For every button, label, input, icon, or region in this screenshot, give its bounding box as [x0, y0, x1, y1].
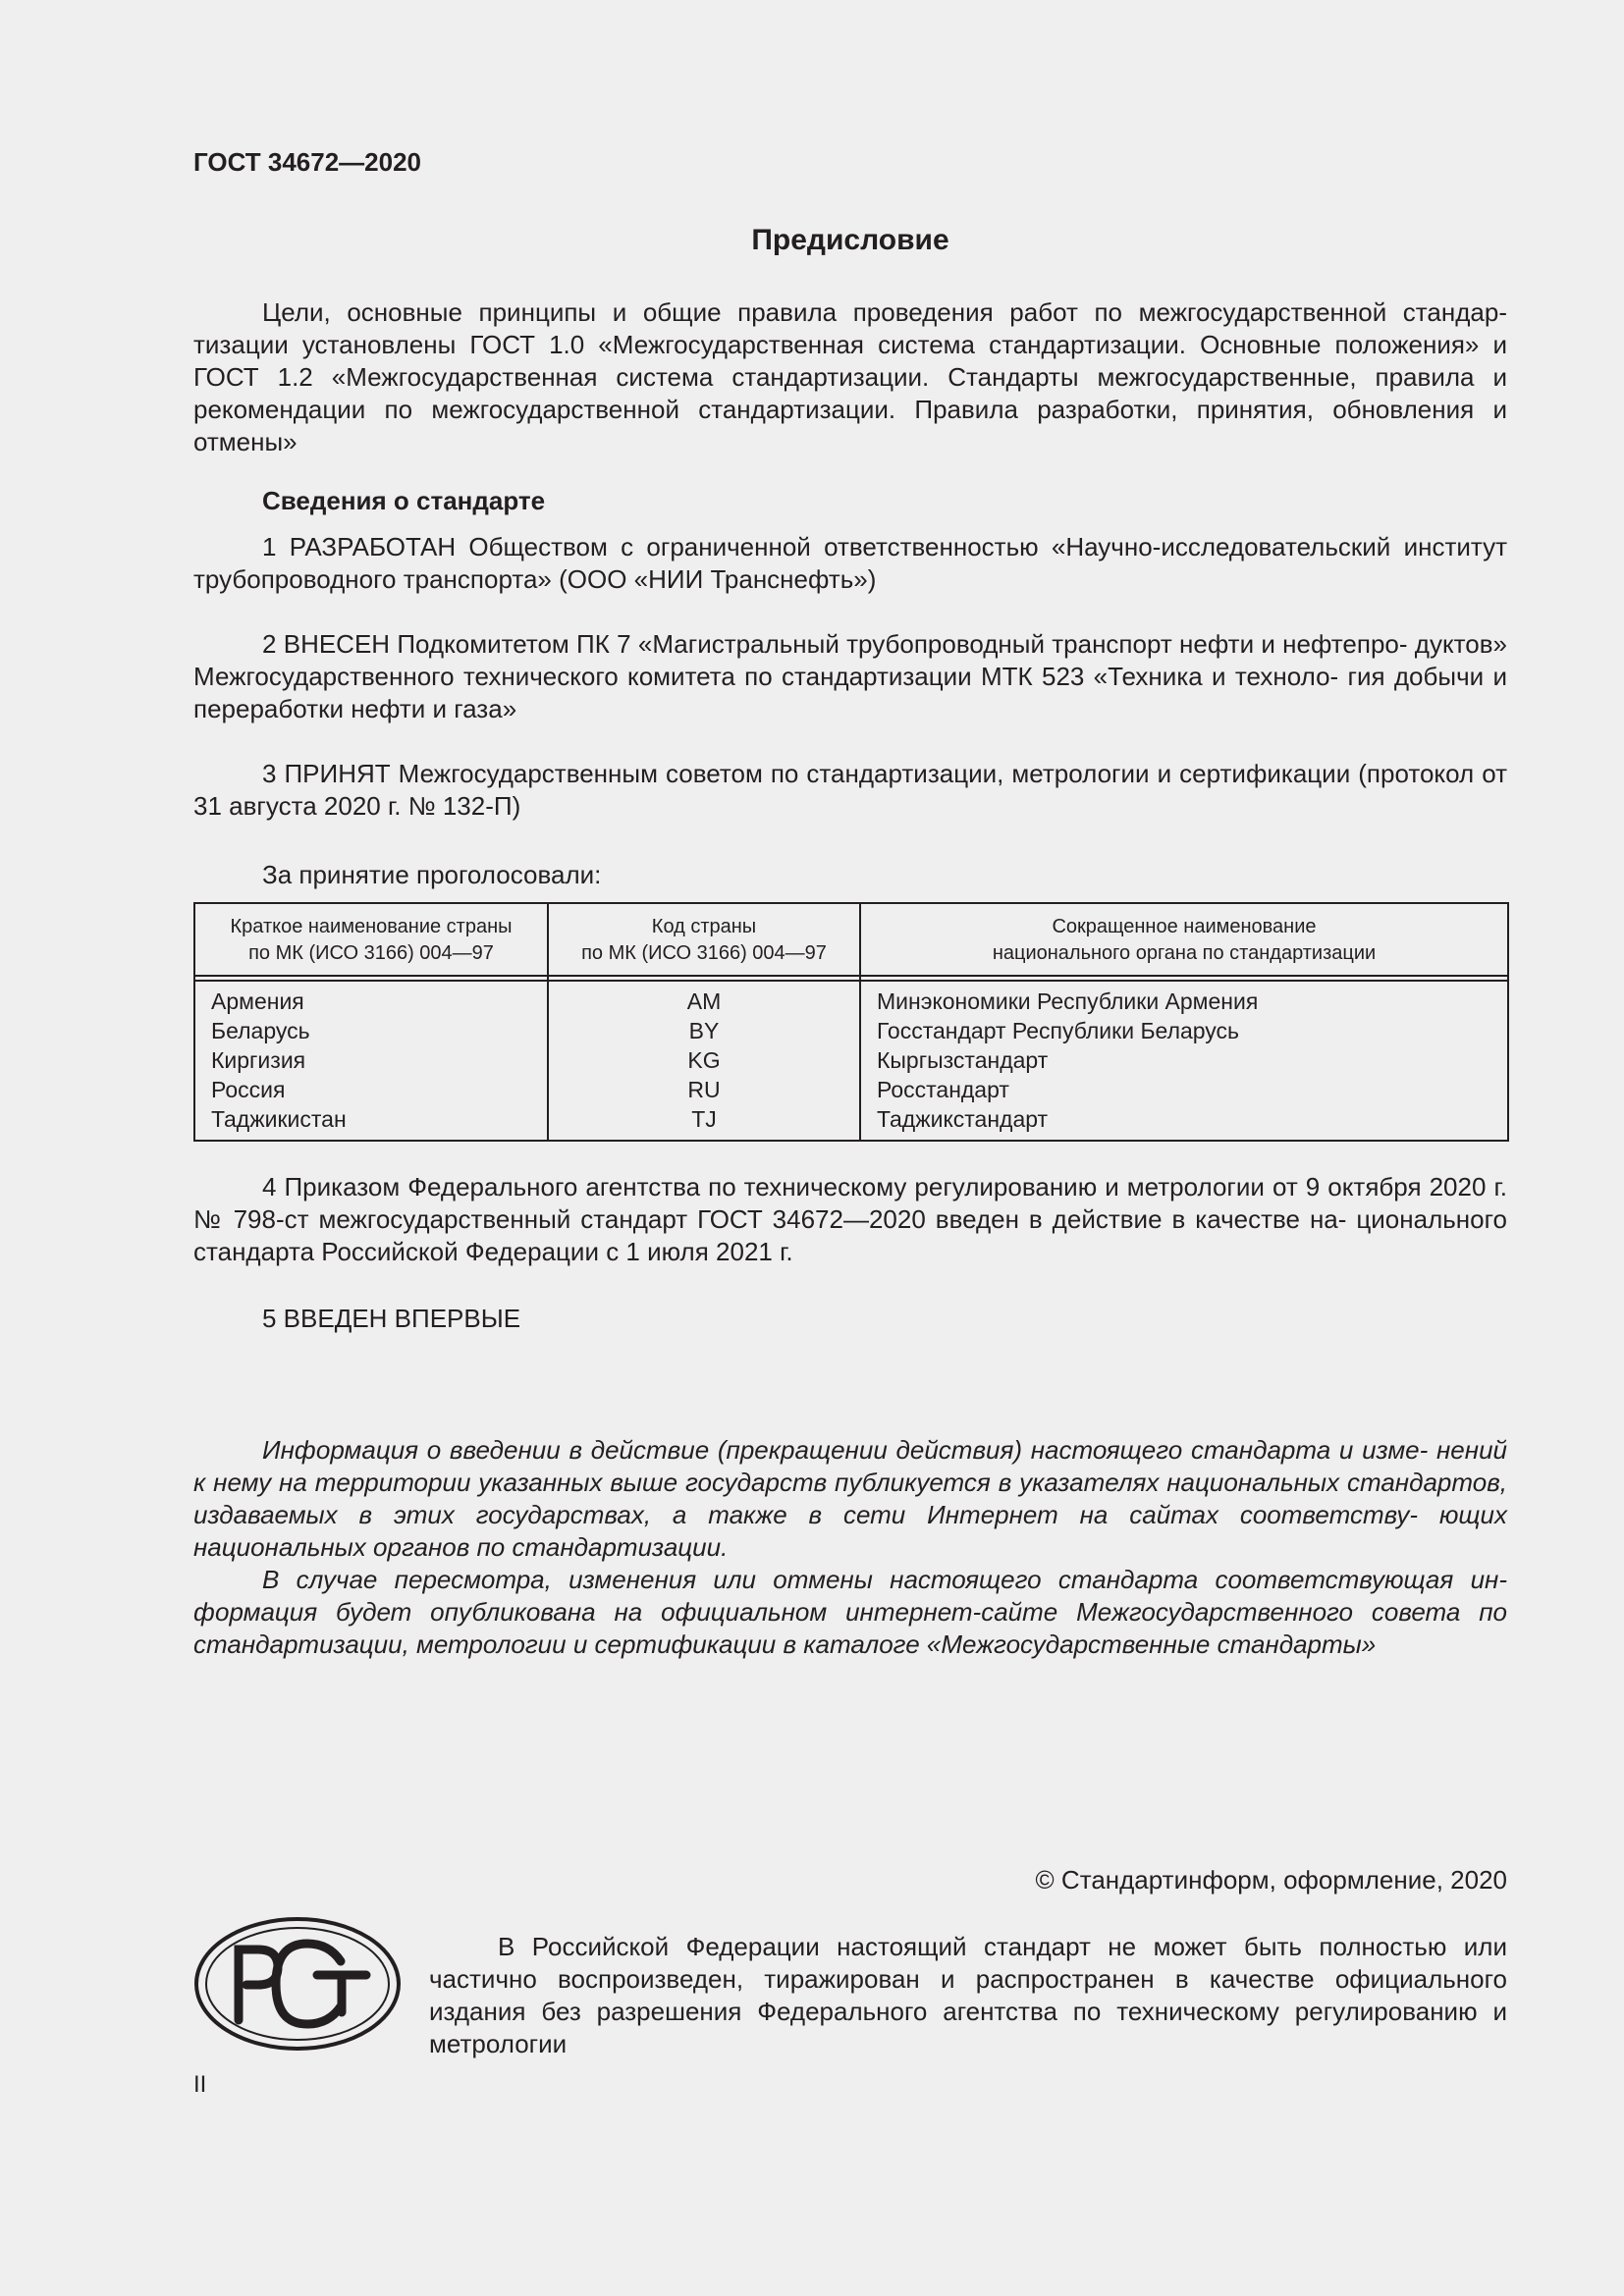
notice-line: стандартизации, метрологии и сертификации в каталоге «Межгосударственные стандарты»: [193, 1629, 1377, 1659]
table-cell-body: Таджикстандарт: [877, 1106, 1049, 1132]
reproduction-line: издания без разрешения Федерального агентства по техническому регулированию: [429, 1997, 1478, 2026]
table-header-body: [861, 914, 1507, 967]
header-line: по МК (ИСО 3166) 004—97: [581, 942, 827, 964]
notice-line: формация будет опубликована на официальном интернет-сайте Межгосударственного совета по: [193, 1597, 1507, 1627]
notice-line: Информация о введении в действие (прекращении действия) настоящего стандарта и изме-: [262, 1435, 1429, 1465]
item-1-line: 1 РАЗРАБОТАН Обществом с ограниченной ответственностью «Научно-исследовательский: [262, 532, 1391, 561]
item-4-line: ционального стандарта Российской Федерации с 1 июля 2021 г.: [193, 1204, 1507, 1266]
item-2-line: гия добычи и переработки нефти и газа»: [193, 662, 1507, 723]
table-cell-country: Киргизия: [211, 1047, 306, 1073]
table-column-code: [549, 987, 859, 1134]
reproduction-line: В Российской Федерации настоящий стандарт не может быть полностью или: [498, 1932, 1507, 1961]
rst-logo-icon: [193, 1916, 402, 2052]
table-header-code: [549, 914, 859, 967]
table-cell-country: Армения: [211, 988, 304, 1014]
intro-paragraph: [193, 296, 1507, 458]
vote-label: За принятие проголосовали:: [262, 860, 602, 889]
notice-line: ющих национальных органов по стандартизации.: [193, 1500, 1507, 1562]
reproduction-line: частично воспроизведен, тиражирован и распространен в качестве официального: [429, 1964, 1507, 1994]
intro-line: и рекомендации по межгосударственной стандартизации. Правила разработки, принятия, обновления: [193, 362, 1507, 424]
item-1: [193, 531, 1507, 596]
item-3-line: 3 ПРИНЯТ Межгосударственным советом по стандартизации, метрологии и сертификации: [262, 759, 1351, 788]
document-code: ГОСТ 34672—2020: [193, 147, 421, 177]
item-3-line: (протокол от 31 августа 2020 г. № 132-П): [193, 759, 1507, 821]
item-1-line: институт трубопроводного транспорта» (ООО «НИИ Транснефть»): [193, 532, 1507, 594]
table-cell-body: Кыргызстандарт: [877, 1047, 1049, 1073]
table-cell-body: Госстандарт Республики Беларусь: [877, 1018, 1240, 1043]
table-cell-code: TJ: [691, 1106, 717, 1132]
table-cell-country: Таджикистан: [211, 1106, 347, 1132]
copyright-notice: © Стандартинформ, оформление, 2020: [1035, 1865, 1507, 1895]
intro-line: Цели, основные принципы и общие правила проведения работ по межгосударственной стандар-: [262, 297, 1507, 327]
table-column-country: [211, 987, 535, 1134]
table-cell-country: Россия: [211, 1077, 286, 1102]
item-4-line: 4 Приказом Федерального агентства по техническому регулированию и метрологии от 9 октября: [262, 1172, 1422, 1201]
page-number: II: [193, 2071, 207, 2098]
table-column-body: [877, 987, 1495, 1134]
vote-table: [193, 902, 1509, 1142]
table-cell-code: AM: [686, 988, 722, 1014]
intro-line: и ГОСТ 1.2 «Межгосударственная система стандартизации. Стандарты межгосударственные, правила: [193, 330, 1507, 392]
info-heading: Сведения о стандарте: [262, 486, 546, 515]
notice-line: стандартов, издаваемых в этих государствах, а также в сети Интернет на сайтах соответству-: [193, 1468, 1507, 1529]
item-2-line: 2 ВНЕСЕН Подкомитетом ПК 7 «Магистральный трубопроводный транспорт нефти и нефтепро-: [262, 629, 1408, 659]
table-cell-country: Беларусь: [211, 1018, 310, 1043]
notice-line: В случае пересмотра, изменения или отмены настоящего стандарта соответствующая ин-: [262, 1565, 1507, 1594]
item-5: 5 ВВЕДЕН ВПЕРВЫЕ: [262, 1304, 521, 1333]
intro-line: тизации установлены ГОСТ 1.0 «Межгосударственная система стандартизации. Основные положения»: [193, 330, 1480, 359]
notice-paragraph-2: [193, 1564, 1507, 1661]
item-4: [193, 1171, 1507, 1268]
table-header-divider: [195, 975, 1507, 977]
item-3: [193, 758, 1507, 823]
item-4-line: 2020 г. № 798-ст межгосударственный стандарт ГОСТ 34672—2020 введен в действие в качестве на-: [193, 1172, 1507, 1234]
header-line: Краткое наименование страны: [230, 916, 513, 937]
item-2: [193, 628, 1507, 725]
table-cell-code: RU: [687, 1077, 721, 1102]
table-header-country: [195, 914, 547, 967]
notice-line: нений к нему на территории указанных выше государств публикуется в указателях национальных: [193, 1435, 1507, 1497]
reproduction-notice: [429, 1931, 1507, 2060]
table-cell-body: Минэкономики Республики Армения: [877, 988, 1259, 1014]
header-line: национального органа по стандартизации: [992, 942, 1377, 964]
table-cell-code: KG: [687, 1047, 721, 1073]
item-2-line: дуктов» Межгосударственного технического комитета по стандартизации МТК 523 «Техника и техноло-: [193, 629, 1507, 691]
header-line: Код страны: [651, 916, 757, 937]
reproduction-line: и метрологии: [429, 1997, 1507, 2058]
page-title: Предисловие: [751, 224, 949, 256]
header-line: Сокращенное наименование: [1052, 916, 1317, 937]
notice-paragraph-1: [193, 1434, 1507, 1564]
table-cell-body: Росстандарт: [877, 1077, 1009, 1102]
table-header-divider: [195, 980, 1507, 982]
header-line: по МК (ИСО 3166) 004—97: [248, 942, 494, 964]
intro-line: и отмены»: [193, 395, 1507, 456]
table-cell-code: BY: [688, 1018, 720, 1043]
